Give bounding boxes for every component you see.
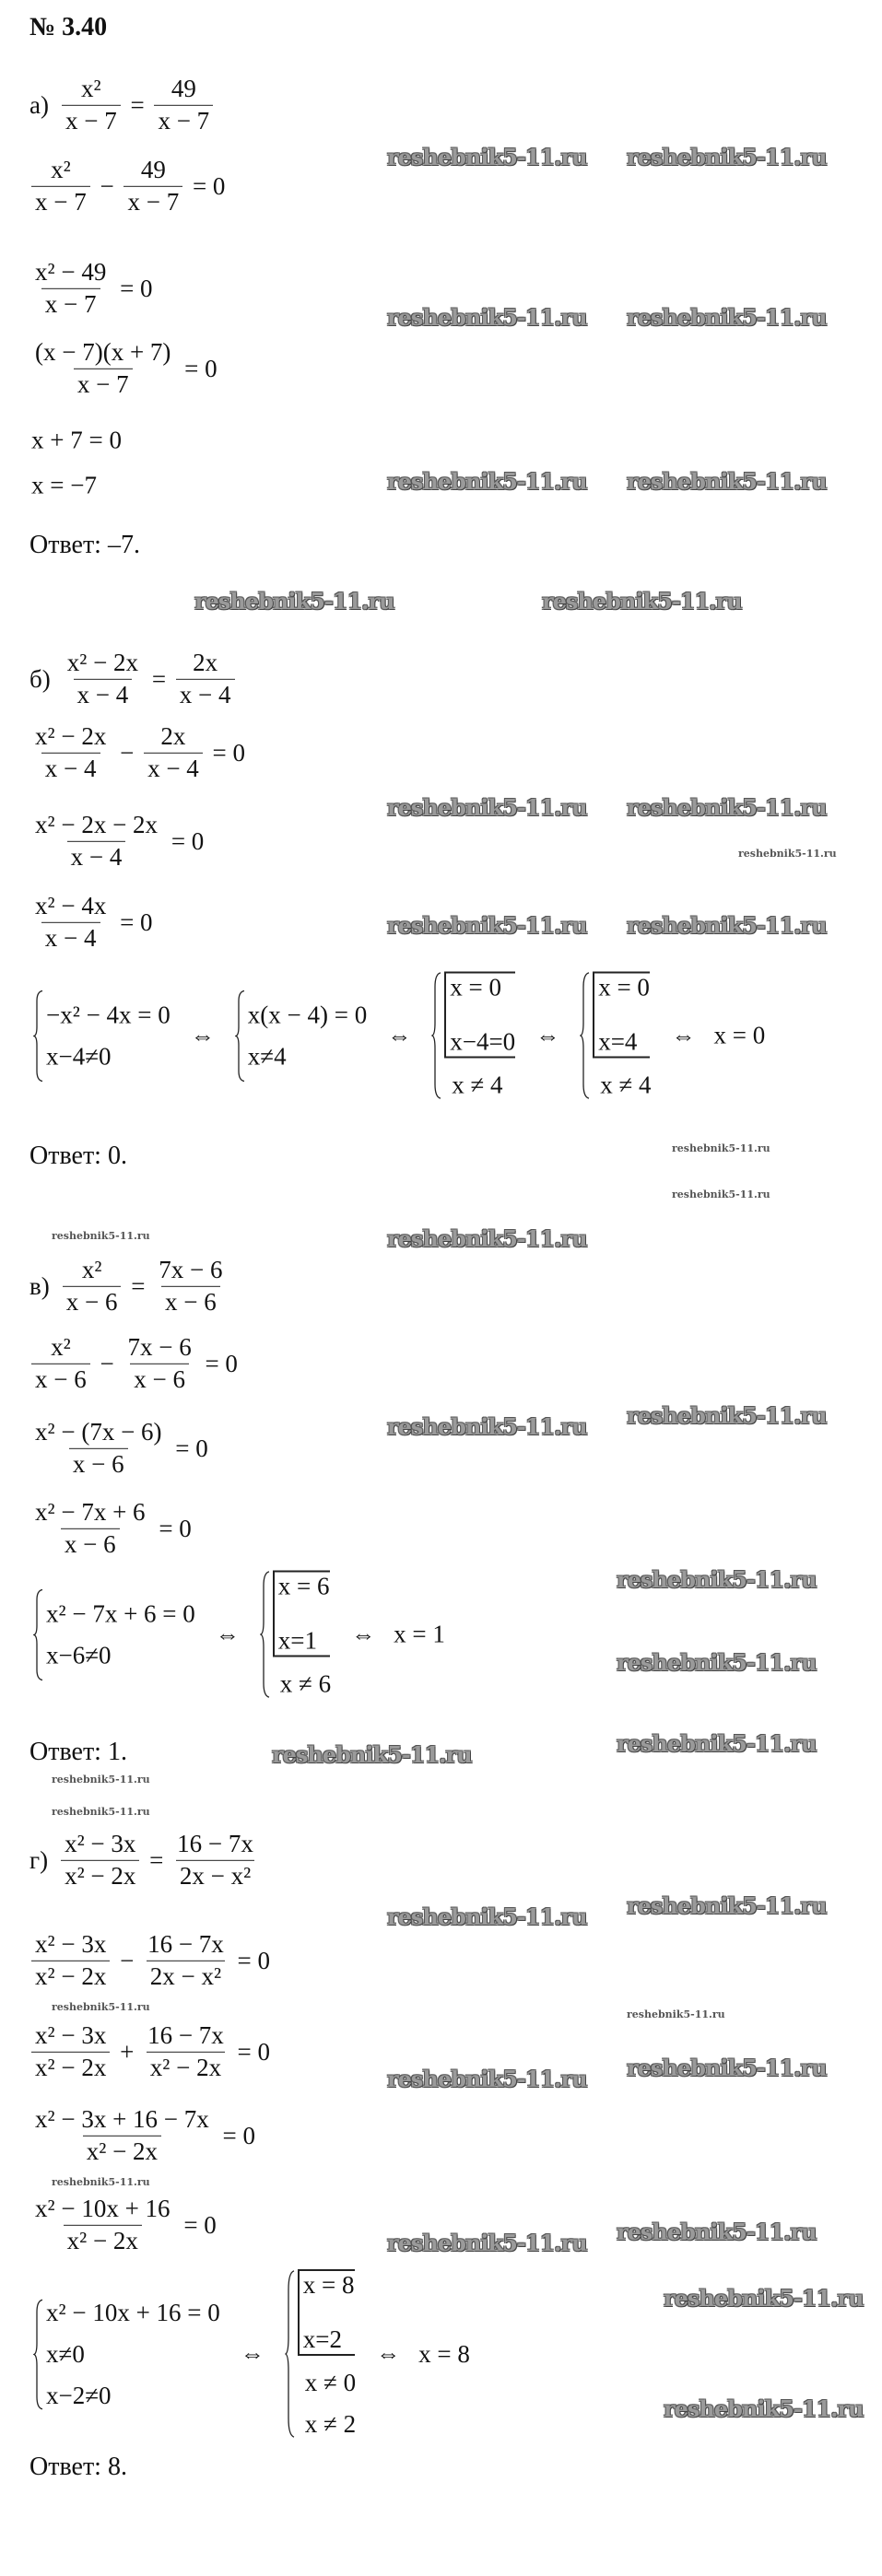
fraction xyxy=(31,157,90,216)
system-row: x−2≠0 xyxy=(46,2381,112,2409)
math-text: = 0 xyxy=(230,1946,271,1974)
fraction-numerator: 7x − 6 xyxy=(127,1332,192,1361)
math-text: = 0 xyxy=(216,2121,256,2149)
fraction-denominator: x − 4 xyxy=(41,753,100,783)
fraction-numerator: x² − 3x xyxy=(35,2020,107,2049)
watermark: reshebnik5-11.ru xyxy=(272,1741,472,1768)
equation-line xyxy=(29,339,219,398)
fraction-denominator: x − 6 xyxy=(130,1364,189,1394)
equation-line xyxy=(29,972,767,1100)
fraction xyxy=(61,1831,139,1890)
watermark: reshebnik5-11.ru xyxy=(52,1774,150,1786)
fraction xyxy=(31,259,110,318)
watermark: reshebnik5-11.ru xyxy=(387,1903,587,1930)
curly-brace-icon xyxy=(431,972,442,1100)
system-row: x ≠ 4 xyxy=(452,1071,503,1099)
fraction-denominator: x − 7 xyxy=(62,105,121,135)
system-row: x ≠ 0 xyxy=(304,2369,357,2396)
fraction-numerator: 16 − 7x xyxy=(147,2020,224,2049)
equation-line xyxy=(29,259,155,318)
math-text: + xyxy=(113,2037,141,2066)
watermark: reshebnik5-11.ru xyxy=(617,1649,817,1676)
union-row: x−4=0 xyxy=(450,1027,516,1056)
watermark: reshebnik5-11.ru xyxy=(627,794,827,821)
fraction-numerator: x² − 7x + 6 xyxy=(35,1497,146,1526)
watermark: reshebnik5-11.ru xyxy=(542,588,742,615)
system-row: x−4≠0 xyxy=(46,1042,112,1070)
watermark: reshebnik5-11.ru xyxy=(738,848,837,860)
fraction-denominator: x − 7 xyxy=(74,369,133,399)
math-text: − xyxy=(113,1946,141,1974)
equation-line xyxy=(29,812,206,871)
watermark: reshebnik5-11.ru xyxy=(672,1142,770,1154)
fraction-numerator: x² − 3x xyxy=(35,1929,107,1958)
union-row: x = 0 xyxy=(598,973,650,1001)
part-label: б) xyxy=(29,664,51,693)
union-row: x=4 xyxy=(598,1027,638,1056)
fraction xyxy=(144,2022,228,2081)
system-row: x² − 7x + 6 = 0 xyxy=(46,1599,195,1627)
fraction xyxy=(62,76,121,135)
watermark: reshebnik5-11.ru xyxy=(627,2055,827,2081)
fraction-numerator: x² − (7x − 6) xyxy=(35,1417,162,1446)
math-text: = xyxy=(143,1845,171,1874)
system-rows xyxy=(442,972,515,1100)
system-row: x ≠ 2 xyxy=(304,2410,357,2438)
watermark: reshebnik5-11.ru xyxy=(387,1413,587,1440)
equation-line xyxy=(29,723,247,782)
system-rows xyxy=(44,2299,220,2410)
fraction-denominator: x − 6 xyxy=(61,1528,120,1559)
watermark: reshebnik5-11.ru xyxy=(387,794,587,821)
fraction-numerator: x² xyxy=(81,1255,102,1283)
watermark: reshebnik5-11.ru xyxy=(617,1730,817,1757)
math-text: = xyxy=(123,90,151,119)
fraction-denominator: x − 6 xyxy=(69,1448,128,1479)
equation-line xyxy=(29,2106,257,2165)
fraction xyxy=(63,1257,122,1316)
fraction xyxy=(31,893,110,952)
fraction-denominator: x − 4 xyxy=(144,753,203,783)
equivalence-arrow: ⇔ xyxy=(535,1022,560,1048)
math-text: − xyxy=(113,738,141,767)
union-row: x = 6 xyxy=(277,1572,330,1600)
math-text: x = −7 xyxy=(31,471,97,499)
fraction-numerator: 2x xyxy=(193,648,218,676)
union-bracket xyxy=(593,972,650,1059)
equation-line xyxy=(29,157,227,216)
watermark: reshebnik5-11.ru xyxy=(387,2230,587,2256)
fraction-numerator: 16 − 7x xyxy=(177,1829,253,1857)
fraction-numerator: 7x − 6 xyxy=(159,1255,223,1283)
fraction-denominator: x² − 2x xyxy=(31,1961,110,1991)
union-row: x = 8 xyxy=(302,2271,355,2299)
fraction-numerator: x² − 49 xyxy=(35,257,107,286)
equation-system xyxy=(580,972,651,1100)
watermark: reshebnik5-11.ru xyxy=(387,304,587,331)
equation-line xyxy=(29,1931,272,1990)
curly-brace-icon xyxy=(260,1571,271,1699)
watermark: reshebnik5-11.ru xyxy=(664,2285,864,2312)
math-text: = 0 xyxy=(206,738,246,767)
fraction-denominator: x − 4 xyxy=(67,841,126,872)
system-row: −x² − 4x = 0 xyxy=(46,1001,171,1028)
fraction-denominator: x − 6 xyxy=(63,1286,122,1317)
system-rows xyxy=(44,1588,195,1680)
fraction xyxy=(155,1257,226,1316)
watermark: reshebnik5-11.ru xyxy=(627,912,827,939)
system-row: x≠4 xyxy=(247,1042,287,1070)
equation-line xyxy=(29,1831,259,1890)
fraction xyxy=(31,1419,166,1478)
system-row: x(x − 4) = 0 xyxy=(247,1001,368,1028)
watermark: reshebnik5-11.ru xyxy=(52,2176,150,2188)
equivalence-arrow: ⇔ xyxy=(671,1022,696,1048)
math-text: − xyxy=(93,1349,121,1377)
watermark: reshebnik5-11.ru xyxy=(627,304,827,331)
curly-brace-icon xyxy=(235,989,246,1082)
watermark: reshebnik5-11.ru xyxy=(387,2066,587,2092)
watermark: reshebnik5-11.ru xyxy=(672,1188,770,1200)
fraction-denominator: x − 7 xyxy=(31,186,90,217)
system-rows xyxy=(591,972,651,1100)
watermark: reshebnik5-11.ru xyxy=(52,1230,150,1242)
fraction-denominator: x − 4 xyxy=(176,679,235,709)
curly-brace-icon xyxy=(580,972,591,1100)
equivalence-arrow: ⇔ xyxy=(215,1621,240,1647)
fraction xyxy=(31,1334,90,1393)
fraction-numerator: x² − 2x − 2x xyxy=(35,810,159,838)
equation-line xyxy=(29,2269,472,2439)
equation-system xyxy=(431,972,515,1100)
fraction-denominator: x − 7 xyxy=(41,288,100,319)
equation-line xyxy=(29,893,155,952)
fraction xyxy=(31,723,110,782)
fraction-numerator: 2x xyxy=(160,721,186,750)
equation-line xyxy=(29,1419,210,1478)
answer-text: Ответ: 1. xyxy=(29,1738,127,1766)
watermark: reshebnik5-11.ru xyxy=(627,1402,827,1429)
equation-line xyxy=(29,650,237,708)
fraction xyxy=(64,650,142,708)
fraction-numerator: (x − 7)(x + 7) xyxy=(35,337,171,366)
fraction-denominator: x² − 2x xyxy=(31,2052,110,2082)
union-bracket xyxy=(444,972,515,1059)
math-text: = 0 xyxy=(165,826,205,855)
system-with-union xyxy=(444,972,515,1100)
fraction-denominator: x² − 2x xyxy=(83,2136,161,2166)
fraction-numerator: x² xyxy=(81,74,101,102)
fraction xyxy=(31,2022,110,2081)
fraction-numerator: x² − 3x xyxy=(65,1829,136,1857)
equation-system xyxy=(235,989,367,1082)
fraction xyxy=(31,339,174,398)
watermark: reshebnik5-11.ru xyxy=(52,2001,150,2013)
fraction-numerator: x² − 10x + 16 xyxy=(35,2194,171,2222)
equivalence-arrow: ⇔ xyxy=(351,1621,376,1647)
fraction xyxy=(31,2106,213,2165)
equivalence-arrow: ⇔ xyxy=(387,1022,412,1048)
curly-brace-icon xyxy=(285,2269,296,2439)
math-text: = 0 xyxy=(113,274,153,302)
equation-line xyxy=(29,1499,194,1558)
union-row: x=1 xyxy=(277,1626,318,1655)
watermark: reshebnik5-11.ru xyxy=(387,468,587,495)
union-row: x=2 xyxy=(302,2325,343,2353)
system-with-union xyxy=(273,1571,331,1699)
watermark: reshebnik5-11.ru xyxy=(627,1892,827,1919)
curly-brace-icon xyxy=(33,1588,44,1680)
fraction-denominator: x − 7 xyxy=(154,105,213,135)
fraction-denominator: x − 6 xyxy=(161,1286,220,1317)
system-row: x ≠ 6 xyxy=(279,1669,332,1698)
math-text: x = 1 xyxy=(394,1620,445,1648)
fraction-denominator: x² − 2x xyxy=(64,2225,142,2255)
math-text: = xyxy=(146,664,172,693)
fraction-numerator: x² − 2x xyxy=(66,648,139,676)
fraction-numerator: 16 − 7x xyxy=(147,1929,224,1958)
math-text: x = 0 xyxy=(713,1021,766,1049)
watermark: reshebnik5-11.ru xyxy=(627,468,827,495)
fraction xyxy=(176,650,235,708)
fraction-numerator: x² xyxy=(51,1332,71,1361)
fraction-numerator: 49 xyxy=(140,155,166,183)
math-text: = 0 xyxy=(198,1349,238,1377)
fraction xyxy=(123,157,182,216)
equation-system xyxy=(33,989,171,1082)
curly-brace-icon xyxy=(33,989,44,1082)
system-row: x−6≠0 xyxy=(46,1641,112,1669)
equation-system xyxy=(33,1588,195,1680)
equation-line xyxy=(29,1334,240,1393)
system-rows xyxy=(271,1571,331,1699)
watermark: reshebnik5-11.ru xyxy=(194,588,394,615)
math-text: = 0 xyxy=(169,1434,208,1462)
equation-system xyxy=(33,2299,220,2410)
union-row: x = 0 xyxy=(450,973,501,1001)
fraction xyxy=(173,1831,257,1890)
equation-line xyxy=(29,1257,228,1316)
math-text: x = 8 xyxy=(418,2339,470,2368)
watermark: reshebnik5-11.ru xyxy=(387,912,587,939)
watermark: reshebnik5-11.ru xyxy=(627,2008,725,2020)
equation-line xyxy=(29,472,99,500)
equation-line xyxy=(29,2195,218,2254)
math-text: x + 7 = 0 xyxy=(31,426,122,454)
system-rows xyxy=(44,989,171,1082)
math-text: = 0 xyxy=(230,2037,271,2066)
answer-text: Ответ: 0. xyxy=(29,1142,127,1170)
math-text: = 0 xyxy=(152,1514,192,1542)
system-row: x ≠ 4 xyxy=(600,1071,652,1099)
fraction-numerator: x² xyxy=(51,155,71,183)
fraction xyxy=(31,2195,174,2254)
watermark: reshebnik5-11.ru xyxy=(387,144,587,170)
problem-number: № 3.40 xyxy=(29,13,108,41)
fraction-denominator: 2x − x² xyxy=(176,1860,254,1891)
fraction-denominator: x − 7 xyxy=(123,186,182,217)
fraction-numerator: x² − 2x xyxy=(35,721,107,750)
system-row: x≠0 xyxy=(46,2339,85,2368)
fraction xyxy=(144,723,203,782)
part-label: г) xyxy=(29,1845,49,1874)
fraction-denominator: x − 4 xyxy=(41,922,100,953)
fraction xyxy=(144,1931,228,1990)
part-label: в) xyxy=(29,1271,50,1300)
curly-brace-icon xyxy=(33,2299,44,2410)
math-text: = xyxy=(124,1271,152,1300)
equation-line xyxy=(29,427,123,455)
fraction-denominator: x − 6 xyxy=(31,1364,90,1394)
union-bracket xyxy=(298,2269,355,2356)
math-text: = 0 xyxy=(177,2210,217,2239)
watermark: reshebnik5-11.ru xyxy=(664,2395,864,2422)
fraction-denominator: x − 4 xyxy=(74,679,133,709)
watermark: reshebnik5-11.ru xyxy=(627,144,827,170)
fraction-numerator: 49 xyxy=(171,74,196,102)
equation-line xyxy=(29,76,215,135)
fraction-denominator: x² − 2x xyxy=(61,1860,139,1891)
system-rows xyxy=(296,2269,356,2439)
math-text: = 0 xyxy=(178,354,218,382)
fraction xyxy=(31,812,161,871)
fraction xyxy=(31,1499,149,1558)
system-rows xyxy=(246,989,367,1082)
equation-line xyxy=(29,2022,272,2081)
fraction-numerator: x² − 4x xyxy=(35,891,107,919)
system-row: x² − 10x + 16 = 0 xyxy=(46,2298,220,2326)
fraction-denominator: 2x − x² xyxy=(147,1961,225,1991)
watermark: reshebnik5-11.ru xyxy=(617,2219,817,2245)
math-text: − xyxy=(93,171,121,200)
equation-system xyxy=(260,1571,331,1699)
equivalence-arrow: ⇔ xyxy=(190,1022,215,1048)
system-with-union xyxy=(593,972,651,1100)
fraction xyxy=(154,76,213,135)
math-text: = 0 xyxy=(186,171,226,200)
fraction-denominator: x² − 2x xyxy=(147,2052,225,2082)
fraction xyxy=(31,1931,110,1990)
watermark: reshebnik5-11.ru xyxy=(52,1806,150,1818)
equation-system xyxy=(285,2269,356,2439)
equivalence-arrow: ⇔ xyxy=(240,2340,265,2367)
watermark: reshebnik5-11.ru xyxy=(387,1225,587,1252)
math-text: = 0 xyxy=(113,907,153,936)
equation-line xyxy=(29,1571,447,1699)
answer-text: Ответ: 8. xyxy=(29,2453,127,2481)
fraction xyxy=(123,1334,194,1393)
watermark: reshebnik5-11.ru xyxy=(617,1566,817,1593)
fraction-numerator: x² − 3x + 16 − 7x xyxy=(35,2104,209,2133)
union-bracket xyxy=(273,1571,330,1657)
answer-text: Ответ: –7. xyxy=(29,531,140,559)
part-label: а) xyxy=(29,90,49,119)
equivalence-arrow: ⇔ xyxy=(376,2340,401,2367)
system-with-union xyxy=(298,2269,356,2439)
